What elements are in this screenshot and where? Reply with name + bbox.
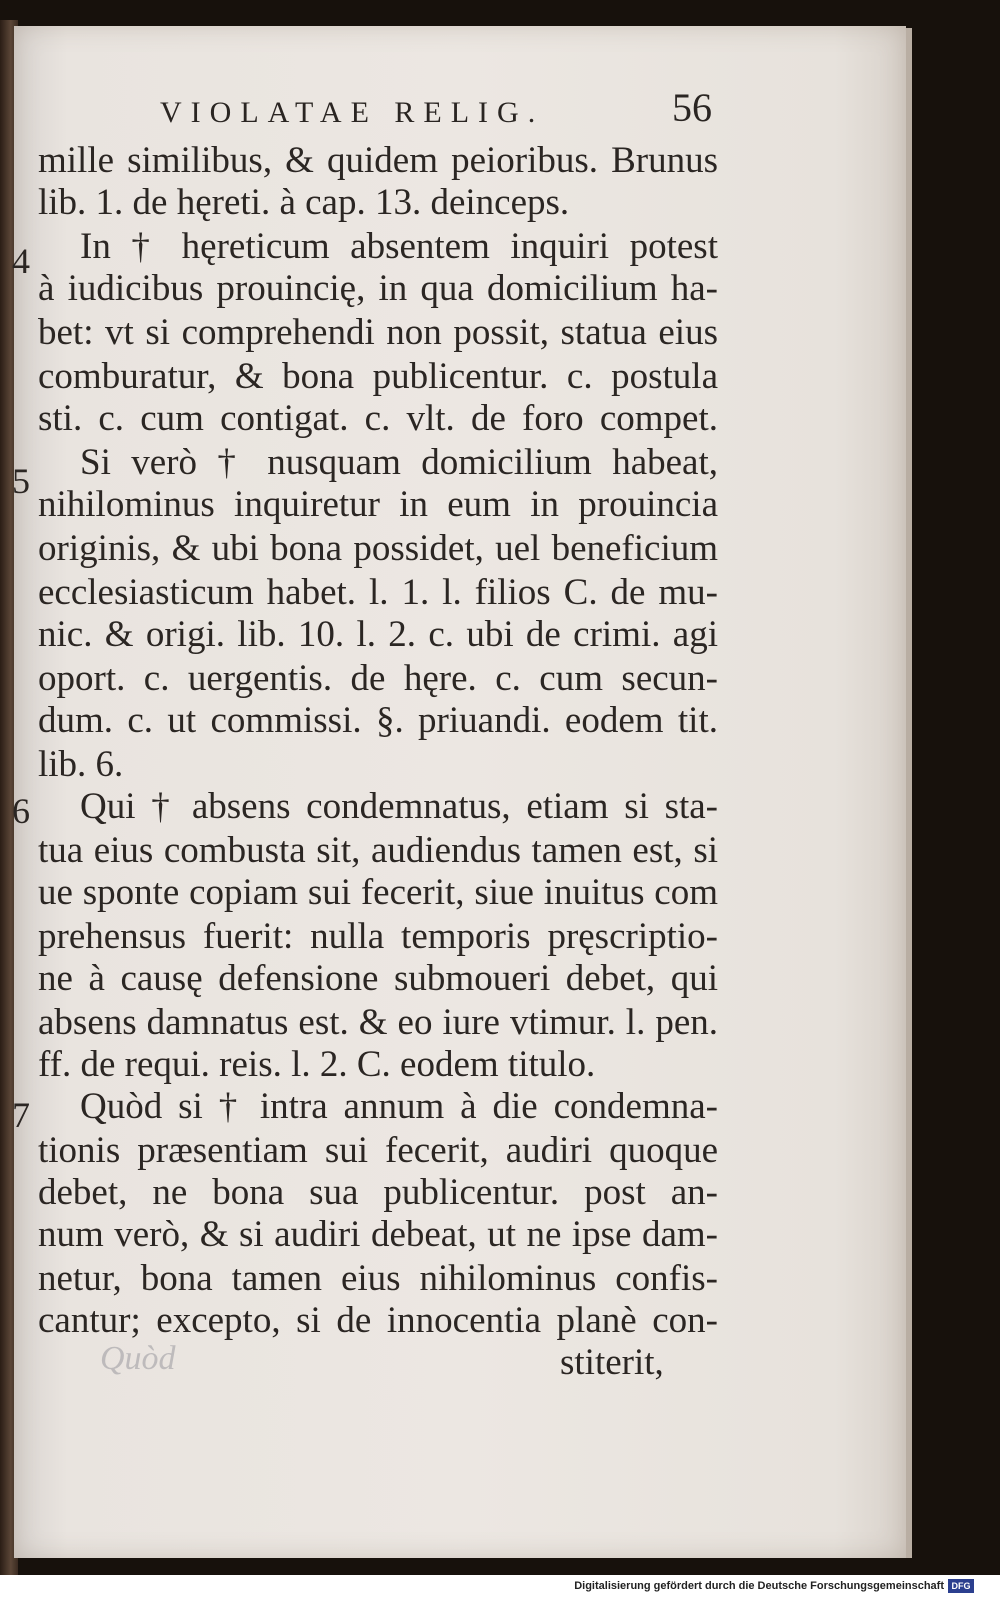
footer-credit: Digitalisierung gefördert durch die Deutsche Forschungsgemeinschaft [574,1580,944,1592]
dfg-logo: DFG [948,1579,974,1593]
show-through-text: Quòd [100,1340,176,1377]
text-line: ecclesiasticum habet. l. 1. l. filios C. de mu- [38,572,718,613]
text-line: Qui † absens condemnatus, etiam si sta- [80,786,718,827]
text-line: ue sponte copiam sui fecerit, siue inuitus com [38,872,718,913]
text-line: sti. c. cum contigat. c. vlt. de foro compet. [38,398,718,439]
text-line: num verò, & si audiri debeat, ut ne ipse dam- [38,1214,718,1255]
text-line: mille similibus, & quidem peioribus. Brunus [38,140,718,181]
margin-number: 6 [12,791,30,831]
footer-bar [0,1575,1000,1598]
page-edge [906,28,912,1558]
text-line: Quòd si † intra annum à die condemna- [80,1086,718,1127]
running-head: VIOLATAE RELIG. [160,96,545,129]
text-line: comburatur, & bona publicentur. c. postula [38,356,718,397]
text-line: netur, bona tamen eius nihilominus confis- [38,1258,718,1299]
page-number: 56 [672,85,712,130]
margin-number: 7 [12,1095,30,1135]
margin-number: 4 [12,241,30,281]
text-line: nic. & origi. lib. 10. l. 2. c. ubi de crimi. agi [38,614,718,655]
text-line: oport. c. uergentis. de hęre. c. cum secun- [38,658,718,699]
text-line: Si verò † nusquam domicilium habeat, [80,442,718,483]
text-line: à iudicibus prouincię, in qua domicilium ha- [38,268,718,309]
text-line: dum. c. ut commissi. §. priuandi. eodem tit. [38,700,718,741]
catchword: stiterit, [560,1342,664,1383]
text-line: debet, ne bona sua publicentur. post an- [38,1172,718,1213]
text-line: absens damnatus est. & eo iure vtimur. l. pen. [38,1002,718,1043]
text-line: tionis præsentiam sui fecerit, audiri quoque [38,1130,718,1171]
text-line: bet: vt si comprehendi non possit, statua eius [38,312,718,353]
text-line: lib. 6. [38,744,124,785]
text-line: ff. de requi. reis. l. 2. C. eodem titulo. [38,1044,596,1085]
text-line: In † hęreticum absentem inquiri potest [80,226,718,267]
text-line: lib. 1. de hęreti. à cap. 13. deinceps. [38,182,570,223]
text-line: ne à causę defensione submoueri debet, qui [38,958,718,999]
text-line: prehensus fuerit: nulla temporis pręscriptio- [38,916,718,957]
text-line: cantur; excepto, si de innocentia planè con- [38,1300,718,1341]
margin-number: 5 [12,461,30,501]
text-line: nihilominus inquiretur in eum in prouincia [38,484,718,525]
text-line: tua eius combusta sit, audiendus tamen est, si [38,830,718,871]
text-line: originis, & ubi bona possidet, uel beneficium [38,528,718,569]
